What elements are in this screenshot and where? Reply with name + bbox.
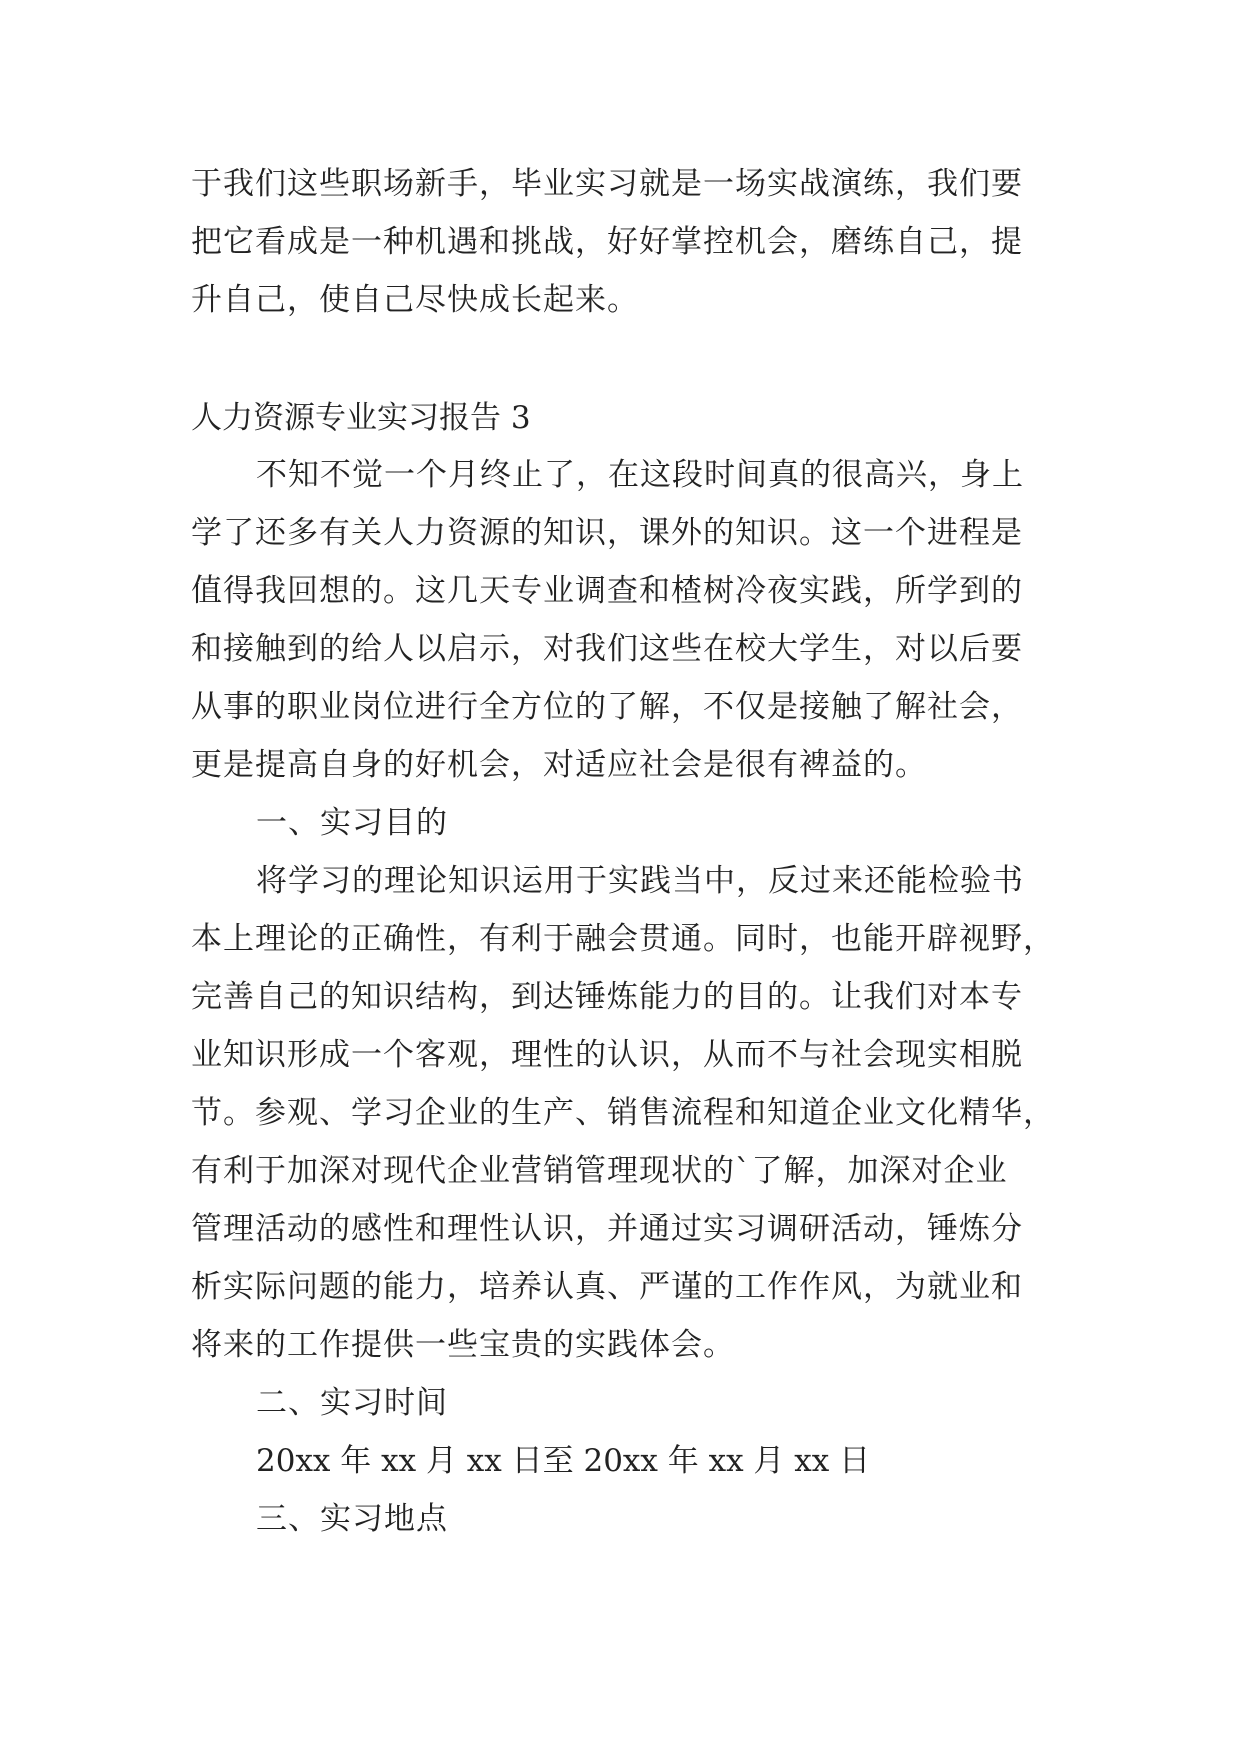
heading-purpose: 一、实习目的 [256, 805, 448, 841]
para2-line-6: 有利于加深对现代企业营销管理现状的`了解，加深对企业 [191, 1153, 1008, 1189]
para1-line-2: 学了还多有关人力资源的知识，课外的知识。这一个进程是 [191, 515, 1023, 551]
para2-line-5: 节。参观、学习企业的生产、销售流程和知道企业文化精华， [191, 1095, 1055, 1131]
para2-line-9: 将来的工作提供一些宝贵的实践体会。 [191, 1327, 735, 1363]
intro-line-2: 把它看成是一种机遇和挑战，好好掌控机会，磨练自己，提 [191, 224, 1023, 260]
para2-line-8: 析实际问题的能力，培养认真、严谨的工作作风，为就业和 [191, 1269, 1023, 1305]
intro-line-1: 于我们这些职场新手，毕业实习就是一场实战演练，我们要 [191, 166, 1023, 202]
section-title: 人力资源专业实习报告 3 [191, 400, 531, 436]
intro-line-3: 升自己，使自己尽快成长起来。 [191, 282, 639, 318]
heading-time: 二、实习时间 [256, 1385, 448, 1421]
para1-line-1: 不知不觉一个月终止了，在这段时间真的很高兴，身上 [256, 457, 1024, 493]
para2-line-3: 完善自己的知识结构，到达锤炼能力的目的。让我们对本专 [191, 979, 1023, 1015]
internship-time-text: 20xx 年 xx 月 xx 日至 20xx 年 xx 月 xx 日 [256, 1443, 871, 1479]
heading-location: 三、实习地点 [256, 1501, 448, 1537]
para1-line-4: 和接触到的给人以启示，对我们这些在校大学生，对以后要 [191, 631, 1023, 667]
para2-line-1: 将学习的理论知识运用于实践当中，反过来还能检验书 [256, 863, 1024, 899]
para1-line-3: 值得我回想的。这几天专业调查和楂树冷夜实践，所学到的 [191, 573, 1023, 609]
para1-line-5: 从事的职业岗位进行全方位的了解，不仅是接触了解社会， [191, 689, 1023, 725]
para1-line-6: 更是提高自身的好机会，对适应社会是很有裨益的。 [191, 747, 927, 783]
para2-line-2: 本上理论的正确性，有利于融会贯通。同时，也能开辟视野， [191, 921, 1055, 957]
para2-line-4: 业知识形成一个客观，理性的认识，从而不与社会现实相脱 [191, 1037, 1023, 1073]
para2-line-7: 管理活动的感性和理性认识，并通过实习调研活动，锤炼分 [191, 1211, 1023, 1247]
